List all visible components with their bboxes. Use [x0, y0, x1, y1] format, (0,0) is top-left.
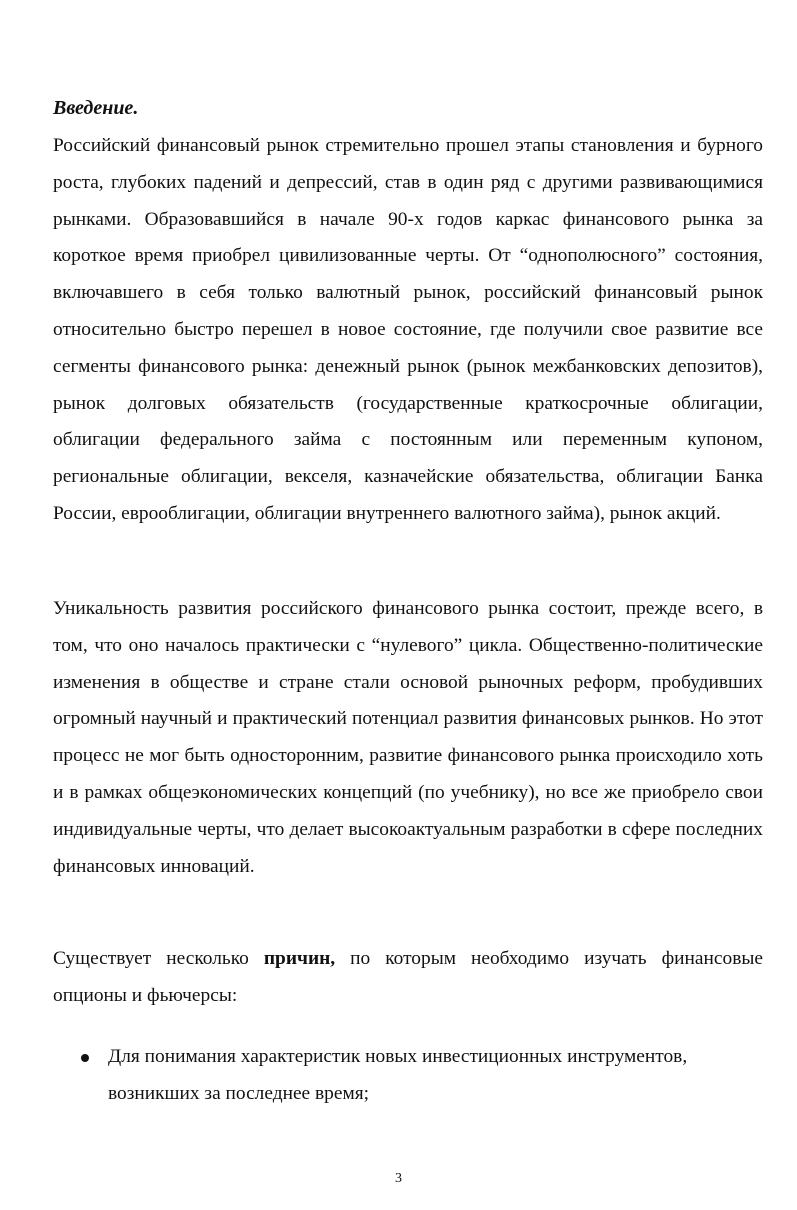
paragraph-reasons-lead: Существует несколько [53, 948, 264, 969]
paragraph-intro: Российский финансовый рынок стремительно прошел этапы становления и бурного роста, глубоких падений и депрессий, став в один ряд с другими развивающимися рынками. Образовавшийся в начале 90-х годов каркас финансового рынка за короткое время приобрел цивилизованные черты. От “однополюсного” состояния, включавшего в себя только валютный рынок, российский финансовый рынок относительно быстро перешел в новое состояние, где получили свое развитие все сегменты финансового рынка: денежный рынок (рынок межбанковских депозитов), рынок долговых обязательств (государственные краткосрочные облигации, облигации федерального займа с постоянным или переменным купоном, региональные облигации, векселя, казначейские обязательства, облигации Банка России, еврооблигации, облигации внутреннего валютного займа), рынок акций. [53, 135, 763, 524]
paragraph-reasons-bold: причин, [263, 948, 336, 969]
paragraph-reasons [53, 941, 763, 1015]
section-heading: Введение. [53, 97, 139, 119]
list-item-text: Для понимания характеристик новых инвестиционных инструментов, возникших за последнее время; [108, 1046, 688, 1104]
bullet-dot-icon [81, 1054, 89, 1062]
list-item [53, 1039, 763, 1113]
paragraph-uniqueness: Уникальность развития российского финансового рынка состоит, прежде всего, в том, что оно началось практически с “нулевого” цикла. Общественно-политические изменения в обществе и стране стали основой рыночных реформ, пробудивших огромный научный и практический потенциал развития финансовых рынков. Но этот процесс не мог быть односторонним, развитие финансового рынка происходило хоть и в рамках общеэкономических концепций (по учебнику), но все же приобрело свои индивидуальные черты, что делает высокоактуальным разработки в сфере последних финансовых инноваций. [53, 598, 763, 877]
paragraph-reasons-tail: по которым необходимо изучать финансовые опционы и фьючерсы: [53, 948, 764, 1006]
page-number: 3 [395, 1171, 402, 1186]
reasons-list [53, 1039, 763, 1113]
